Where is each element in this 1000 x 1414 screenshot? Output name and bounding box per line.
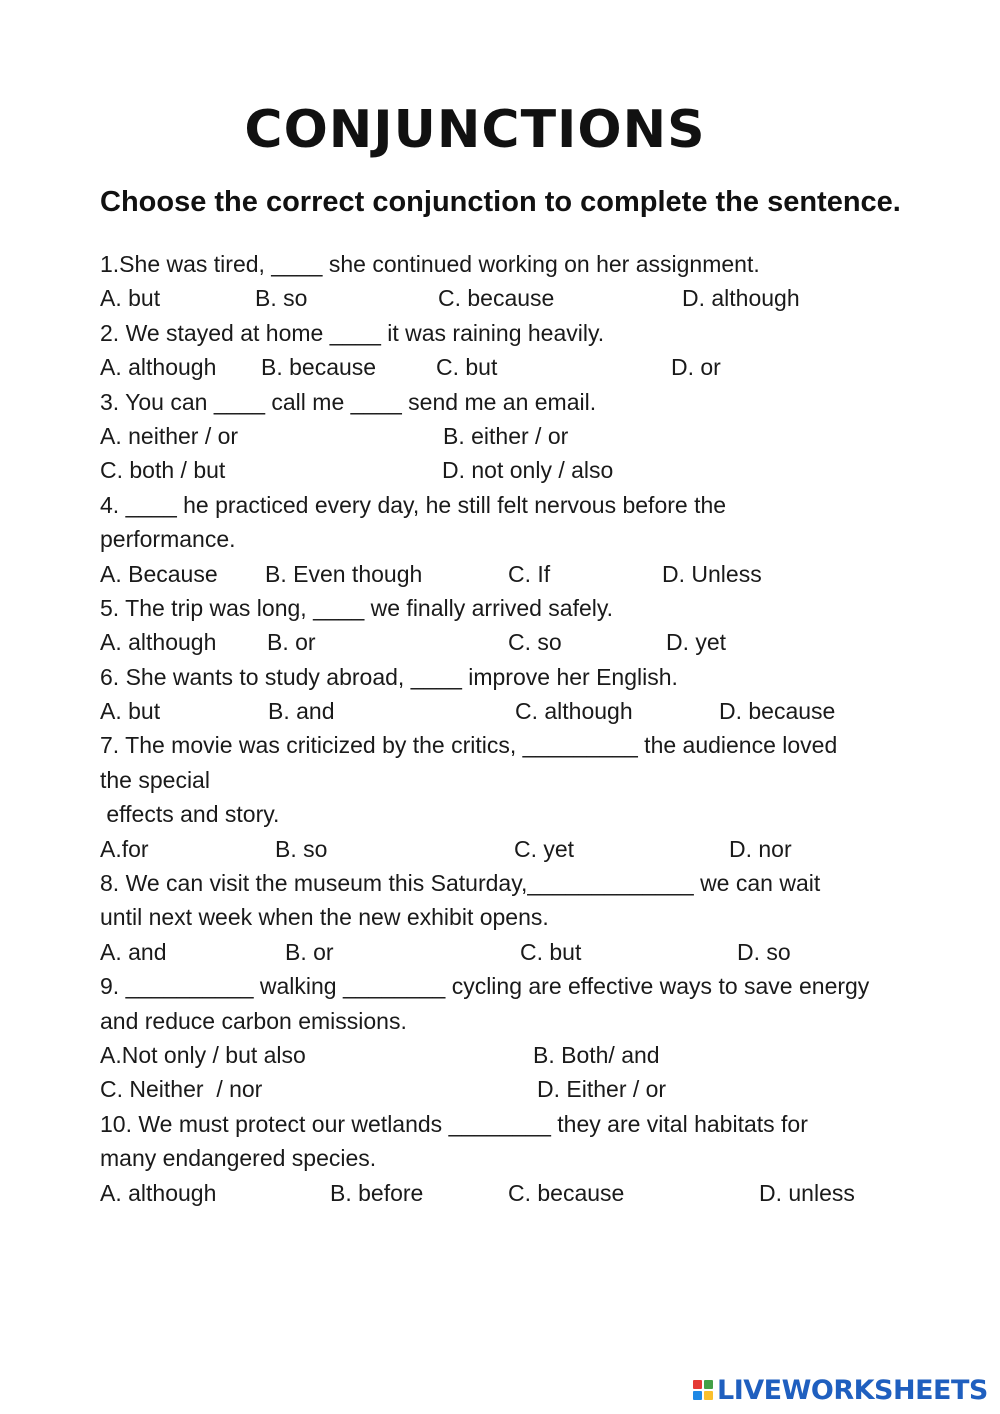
answer-option-a[interactable]: A. although [100, 354, 217, 381]
answer-option-d[interactable]: D. although [682, 285, 800, 312]
question-text [100, 591, 960, 625]
question-text [100, 969, 960, 1003]
answer-option-a[interactable]: A. neither / or [100, 422, 239, 449]
answer-option-b[interactable]: D. not only / also [442, 457, 614, 484]
answer-option-b[interactable]: B. and [268, 698, 335, 725]
question-text [100, 488, 960, 522]
answer-option-d[interactable]: D. unless [759, 1179, 855, 1206]
question-line: 4. ____ he practiced every day, he still felt nervous before the [100, 491, 727, 518]
options-row [100, 1072, 960, 1106]
answer-option-a[interactable]: A.Not only / but also [100, 1041, 306, 1068]
question-line: the special [100, 766, 210, 793]
question-text [100, 763, 960, 797]
brand-name: LIVEWORKSHEETS [717, 1374, 988, 1406]
answer-option-d[interactable]: D. because [719, 698, 836, 725]
instruction: Choose the correct conjunction to complete the sentence. [100, 186, 901, 218]
question-line: performance. [100, 526, 236, 553]
answer-option-a[interactable]: A. Because [100, 560, 218, 587]
question-line: 8. We can visit the museum this Saturday,_____________ we can wait [100, 870, 821, 897]
answer-option-a[interactable]: A.for [100, 835, 149, 862]
answer-option-b[interactable]: B. so [255, 285, 308, 312]
answer-option-c[interactable]: C. because [438, 285, 555, 312]
question-text [100, 1141, 960, 1175]
answer-option-b[interactable]: B. either / or [443, 422, 569, 449]
question-text [100, 660, 960, 694]
question-line: 9. __________ walking ________ cycling are effective ways to save energy [100, 973, 870, 1000]
answer-option-d[interactable]: D. Unless [662, 560, 762, 587]
page-title: CONJUNCTIONS [244, 100, 706, 160]
logo-block [704, 1380, 713, 1389]
options-row [100, 419, 960, 453]
question-line: 5. The trip was long, ____ we finally arrived safely. [100, 594, 614, 621]
question-line: 3. You can ____ call me ____ send me an email. [100, 388, 597, 415]
question-line: many endangered species. [100, 1145, 377, 1172]
options-row [100, 694, 960, 728]
worksheet-body [100, 247, 960, 1210]
question-text [100, 866, 960, 900]
answer-option-b[interactable]: B. so [275, 835, 328, 862]
answer-option-c[interactable]: C. but [520, 938, 582, 965]
options-row [100, 935, 960, 969]
answer-option-a[interactable]: A. but [100, 698, 161, 725]
question-text [100, 1004, 960, 1038]
logo-block [704, 1391, 713, 1400]
answer-option-b[interactable]: B. before [330, 1179, 424, 1206]
answer-option-b[interactable]: B. Both/ and [533, 1041, 660, 1068]
options-row [100, 832, 960, 866]
answer-option-c[interactable]: C. although [515, 698, 633, 725]
answer-option-d[interactable]: D. yet [666, 629, 727, 656]
question-text [100, 247, 960, 281]
answer-option-a[interactable]: C. both / but [100, 457, 226, 484]
question-text [100, 1107, 960, 1141]
answer-option-a[interactable]: A. but [100, 285, 161, 312]
answer-option-b[interactable]: B. Even though [265, 560, 423, 587]
question-text [100, 522, 960, 556]
question-text [100, 900, 960, 934]
options-row [100, 453, 960, 487]
question-line: effects and story. [100, 801, 280, 828]
answer-option-c[interactable]: C. because [508, 1179, 625, 1206]
question-line: and reduce carbon emissions. [100, 1007, 407, 1034]
options-row [100, 557, 960, 591]
logo-block [693, 1391, 702, 1400]
question-line: 1.She was tired, ____ she continued working on her assignment. [100, 251, 760, 277]
answer-option-b[interactable]: B. or [285, 938, 334, 965]
answer-option-c[interactable]: C. so [508, 629, 562, 656]
question-text [100, 385, 960, 419]
options-row [100, 1038, 960, 1072]
answer-option-a[interactable]: A. although [100, 1179, 217, 1206]
answer-option-b[interactable]: B. because [261, 354, 377, 381]
answer-option-b[interactable]: D. Either / or [537, 1076, 667, 1103]
options-row [100, 1176, 960, 1210]
options-row [100, 350, 960, 384]
answer-option-d[interactable]: D. nor [729, 835, 792, 862]
liveworksheets-logo-icon [693, 1380, 713, 1400]
answer-option-b[interactable]: B. or [267, 629, 316, 656]
question-line: 7. The movie was criticized by the critics, _________ the audience loved [100, 732, 838, 759]
options-row [100, 281, 960, 315]
question-line: 6. She wants to study abroad, ____ improve her English. [100, 663, 678, 690]
question-line: 10. We must protect our wetlands ________ they are vital habitats for [100, 1110, 808, 1137]
answer-option-c[interactable]: C. but [436, 354, 498, 381]
answer-option-d[interactable]: D. so [737, 938, 791, 965]
answer-option-a[interactable]: C. Neither / nor [100, 1076, 263, 1103]
answer-option-c[interactable]: C. yet [514, 835, 575, 862]
question-text [100, 728, 960, 762]
question-line: 2. We stayed at home ____ it was raining heavily. [100, 319, 605, 346]
answer-option-a[interactable]: A. although [100, 629, 217, 656]
question-text [100, 797, 960, 831]
liveworksheets-logo [693, 1373, 988, 1407]
answer-option-c[interactable]: C. If [508, 560, 551, 587]
answer-option-a[interactable]: A. and [100, 938, 167, 965]
question-text [100, 316, 960, 350]
options-row [100, 625, 960, 659]
question-line: until next week when the new exhibit opens. [100, 904, 549, 931]
logo-block [693, 1380, 702, 1389]
answer-option-d[interactable]: D. or [671, 354, 721, 381]
